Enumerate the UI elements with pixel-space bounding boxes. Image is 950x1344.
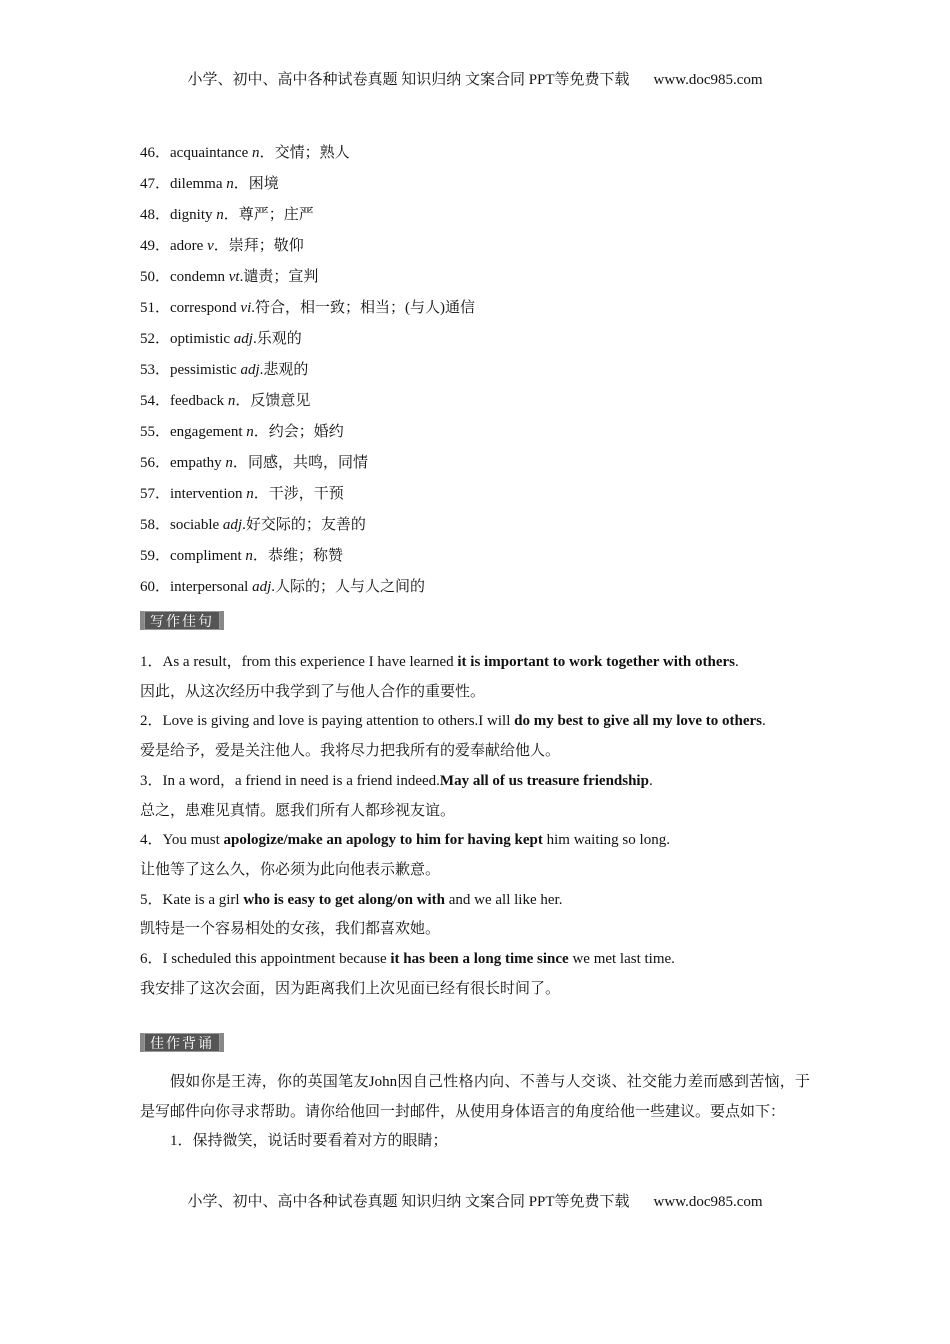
vocab-item <box>140 514 820 545</box>
vocab-part-of-speech: n <box>252 145 260 161</box>
vocab-separator: ． <box>223 207 239 223</box>
key-phrase: it has been a long time since <box>390 951 569 968</box>
sentence-text: 4．You must <box>140 832 224 849</box>
vocab-separator: ． <box>213 238 229 254</box>
sentence-text: . <box>762 713 766 730</box>
vocab-number: 49． <box>140 238 171 254</box>
vocab-meaning: 同感，共鸣，同情 <box>247 455 368 471</box>
sentence-text: 2．Love is giving and love is paying attention to others.I will <box>140 713 515 730</box>
key-phrase: May all of us treasure friendship <box>439 772 649 789</box>
vocab-meaning: 尊严；庄严 <box>238 207 314 223</box>
vocab-part-of-speech: v <box>207 238 214 254</box>
vocab-part-of-speech: n <box>246 486 254 502</box>
vocab-meaning: 反馈意见 <box>250 393 311 409</box>
vocab-meaning: 困境 <box>248 176 279 192</box>
sentence-english <box>140 945 810 975</box>
vocab-separator: ． <box>232 455 248 471</box>
sentence-english <box>140 648 810 678</box>
vocab-word: interpersonal <box>170 579 253 595</box>
sentence-text: 5．Kate is a girl <box>140 891 244 908</box>
vocab-word: pessimistic <box>170 362 241 378</box>
vocab-item <box>140 204 820 235</box>
vocab-number: 48． <box>140 207 171 223</box>
vocab-meaning: 交情；熟人 <box>274 145 350 161</box>
vocab-word: optimistic <box>170 331 234 347</box>
sentence-english <box>140 707 810 737</box>
vocab-number: 58． <box>140 517 171 533</box>
vocab-separator: ． <box>252 548 268 564</box>
vocab-number: 54． <box>140 393 171 409</box>
sentence-text: and we all like her. <box>445 891 563 908</box>
vocab-meaning: 约会；婚约 <box>268 424 344 440</box>
vocab-meaning: 人际的；人与人之间的 <box>275 579 426 595</box>
key-phrase: who is easy to get along/on with <box>243 891 445 908</box>
essay-prompt: 假如你是王涛，你的英国笔友John因自己性格内向、不善与人交谈、社交能力差而感到苦恼，于是写邮件向你寻求帮助。请你给他回一封邮件，从使用身体语言的角度给他一些建议。要点如下： <box>140 1074 810 1120</box>
vocab-item <box>140 576 820 607</box>
vocab-word: correspond <box>170 300 241 316</box>
vocab-separator: ． <box>235 393 251 409</box>
vocab-word: compliment <box>170 548 246 564</box>
vocab-separator: ． <box>259 145 275 161</box>
vocab-word: adore <box>170 238 208 254</box>
vocab-word: condemn <box>170 269 229 285</box>
sentence-text: we met last time. <box>568 951 675 968</box>
vocab-separator: . <box>259 362 264 378</box>
vocab-number: 60． <box>140 579 171 595</box>
page-footer <box>0 1190 950 1211</box>
vocab-meaning: 好交际的；友善的 <box>245 517 366 533</box>
vocab-item <box>140 483 820 514</box>
vocab-word: dignity <box>170 207 217 223</box>
vocab-meaning: 悲观的 <box>263 362 309 378</box>
sentence-text: . <box>735 654 739 670</box>
vocab-part-of-speech: vi <box>240 300 252 316</box>
vocab-part-of-speech: n <box>226 176 234 192</box>
vocab-meaning: 恭维；称赞 <box>267 548 343 564</box>
vocab-part-of-speech: n <box>245 548 253 564</box>
vocab-separator: . <box>251 300 255 316</box>
sentence-chinese: 我安排了这次会面，因为距离我们上次见面已经有很长时间了。 <box>140 980 561 997</box>
vocab-word: feedback <box>170 393 228 409</box>
vocab-part-of-speech: vt <box>228 269 240 285</box>
vocab-part-of-speech: n <box>246 424 254 440</box>
sentence-english <box>140 826 810 856</box>
vocab-part-of-speech: adj <box>222 517 243 533</box>
sentence-chinese: 凯特是一个容易相处的女孩，我们都喜欢她。 <box>140 921 441 938</box>
vocab-separator: . <box>242 517 246 533</box>
vocab-part-of-speech: adj <box>233 331 253 347</box>
header-url: www.doc985.com <box>653 72 763 88</box>
key-phrase: do my best to give all my love to others <box>514 713 763 730</box>
key-phrase: apologize/make an apology to him for having kept <box>223 832 543 849</box>
vocab-meaning: 崇拜；敬仰 <box>228 238 304 254</box>
sentence-list <box>140 648 810 1004</box>
vocab-item <box>140 328 820 359</box>
section-badge-essay-recitation: 佳作背诵 <box>140 1033 224 1052</box>
vocab-item <box>140 390 820 421</box>
vocab-item <box>140 297 820 328</box>
header-text: 小学、初中、高中各种试卷真题 知识归纳 文案合同 PPT等免费下载 <box>187 72 630 88</box>
key-phrase: it is important to work together with others <box>457 654 735 670</box>
vocab-part-of-speech: n <box>227 393 236 409</box>
vocab-item <box>140 142 820 173</box>
vocab-number: 56． <box>140 455 171 471</box>
vocab-number: 47． <box>140 176 171 192</box>
vocab-number: 57． <box>140 486 171 502</box>
vocab-number: 55． <box>140 424 171 440</box>
footer-url: www.doc985.com <box>653 1194 763 1210</box>
vocab-word: intervention <box>170 486 247 502</box>
vocab-meaning: 谴责；宣判 <box>243 269 319 285</box>
vocab-separator: . <box>239 269 244 285</box>
vocab-separator: . <box>271 579 275 595</box>
vocab-part-of-speech: adj <box>252 579 272 595</box>
sentence-chinese: 爱是给予，爱是关注他人。我将尽力把我所有的爱奉献给他人。 <box>140 743 561 760</box>
vocab-item <box>140 235 820 266</box>
footer-text: 小学、初中、高中各种试卷真题 知识归纳 文案合同 PPT等免费下载 <box>187 1194 630 1210</box>
vocab-number: 53． <box>140 362 171 378</box>
vocab-item <box>140 545 820 576</box>
vocab-word: engagement <box>170 424 247 440</box>
vocab-number: 52． <box>140 331 171 347</box>
vocab-number: 46． <box>140 145 171 161</box>
vocab-number: 59． <box>140 548 171 564</box>
vocab-separator: ． <box>253 424 269 440</box>
vocab-item <box>140 266 820 297</box>
sentence-chinese: 让他等了这么久，你必须为此向他表示歉意。 <box>140 861 441 878</box>
vocab-item <box>140 452 820 483</box>
vocab-meaning: 乐观的 <box>256 331 302 347</box>
vocab-meaning: 干涉，干预 <box>268 486 344 502</box>
vocab-separator: . <box>252 331 257 347</box>
vocab-item <box>140 421 820 452</box>
sentence-english <box>140 886 810 916</box>
essay-point: 1．保持微笑，说话时要看着对方的眼睛； <box>170 1133 448 1149</box>
essay-section <box>140 1068 810 1157</box>
vocab-word: dilemma <box>170 176 227 192</box>
vocab-word: sociable <box>170 517 223 533</box>
vocab-part-of-speech: adj <box>240 362 260 378</box>
vocab-separator: ． <box>233 176 249 192</box>
sentence-text: . <box>648 772 653 789</box>
sentence-text: 1．As a result，from this experience I have learned <box>140 654 458 670</box>
vocab-number: 50． <box>140 269 171 285</box>
section-badge-writing-sentences: 写作佳句 <box>140 611 224 630</box>
vocab-word: acquaintance <box>170 145 253 161</box>
vocab-item <box>140 173 820 204</box>
vocab-number: 51． <box>140 300 171 316</box>
vocab-separator: ． <box>253 486 269 502</box>
sentence-english <box>140 767 810 797</box>
sentence-chinese: 总之，患难见真情。愿我们所有人都珍视友谊。 <box>140 802 456 819</box>
vocab-item <box>140 359 820 390</box>
sentence-text: 3．In a word，a friend in need is a friend indeed. <box>140 772 440 789</box>
vocab-meaning: 符合，相一致；相当；(与人)通信 <box>255 300 475 316</box>
vocabulary-list <box>140 142 820 607</box>
vocab-part-of-speech: n <box>225 455 233 471</box>
page-header <box>0 68 950 89</box>
sentence-text: 6．I scheduled this appointment because <box>140 951 391 968</box>
sentence-chinese: 因此，从这次经历中我学到了与他人合作的重要性。 <box>140 683 486 700</box>
sentence-text: him waiting so long. <box>542 832 670 849</box>
vocab-part-of-speech: n <box>216 207 224 223</box>
vocab-word: empathy <box>170 455 226 471</box>
